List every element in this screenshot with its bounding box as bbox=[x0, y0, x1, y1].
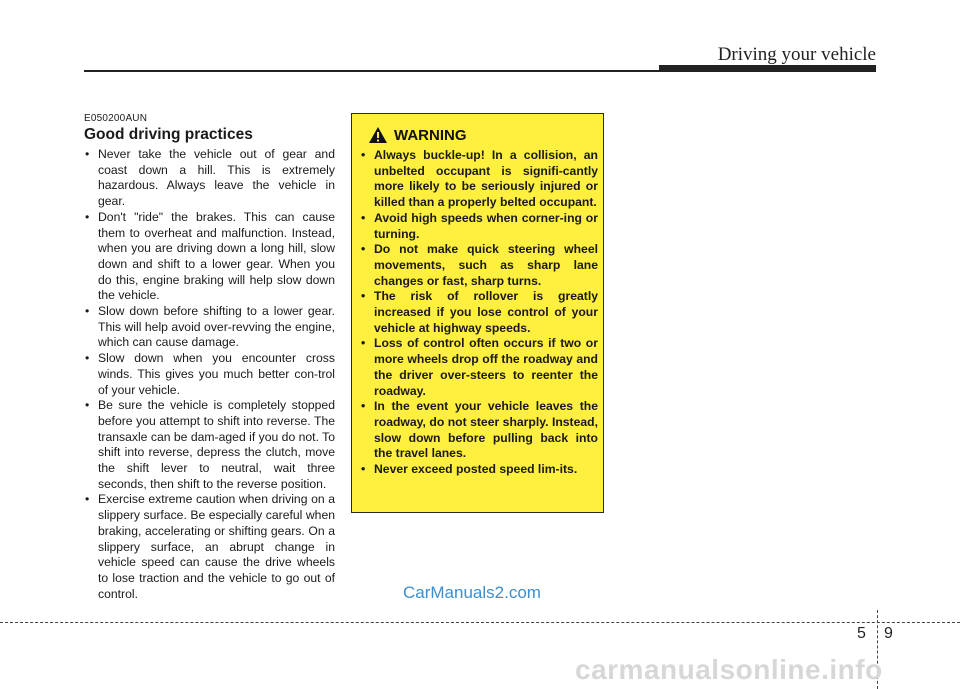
warning-item: • Avoid high speeds when corner-ing or turning. bbox=[360, 211, 598, 242]
warning-item: • In the event your vehicle leaves the roadway, do not steer sharply. Instead, slow down before pulling back into the travel lanes. bbox=[360, 399, 598, 462]
warning-item: • Always buckle-up! In a collision, an unbelted occupant is signifi-cantly more likely to be seriously injured or killed than a properly belted occupant. bbox=[360, 148, 598, 211]
warning-header bbox=[368, 126, 467, 144]
warning-item: • Do not make quick steering wheel movements, such as sharp lane changes or fast, sharp turns. bbox=[360, 242, 598, 289]
warning-item: • Loss of control often occurs if two or more wheels drop off the roadway and the driver over-steers to reenter the roadway. bbox=[360, 336, 598, 399]
header-rule-thin bbox=[84, 70, 659, 72]
section-code: E050200AUN bbox=[84, 113, 148, 124]
section-heading: Good driving practices bbox=[84, 126, 253, 143]
list-item: • Never take the vehicle out of gear and coast down a hill. This is extremely hazardous. Always leave the vehicle in gear. bbox=[84, 147, 335, 210]
warning-triangle-icon bbox=[368, 126, 388, 144]
warning-item: • The risk of rollover is greatly increased if you lose control of your vehicle at highway speeds. bbox=[360, 289, 598, 336]
warning-box bbox=[351, 113, 604, 513]
chapter-number: 5 bbox=[857, 625, 866, 642]
list-item: • Slow down before shifting to a lower gear. This will help avoid over-revving the engine, which can cause damage. bbox=[84, 304, 335, 351]
warning-title: WARNING bbox=[394, 126, 467, 144]
page-header-title: Driving your vehicle bbox=[717, 44, 876, 65]
warning-item: • Never exceed posted speed lim-its. bbox=[360, 462, 598, 478]
driving-practices-list bbox=[84, 147, 335, 602]
list-item: • Don't "ride" the brakes. This can cause them to overheat and malfunction. Instead, when you are driving down a long hill, slow down and shift to a lower gear. When you do this, engine braking will help slow down the vehicle. bbox=[84, 210, 335, 304]
warning-list bbox=[360, 148, 598, 478]
page-number: 9 bbox=[884, 625, 893, 642]
list-item: • Be sure the vehicle is completely stopped before you attempt to shift into reverse. The transaxle can be dam-aged if you do not. To shift into reverse, depress the clutch, move the shift lever to neutral, wait three seconds, then shift to the reverse position. bbox=[84, 398, 335, 492]
footer-divider bbox=[0, 622, 960, 623]
header-rule-thick bbox=[659, 65, 876, 72]
watermark-link[interactable]: CarManuals2.com bbox=[403, 583, 541, 602]
list-item: • Slow down when you encounter cross winds. This gives you much better con-trol of your vehicle. bbox=[84, 351, 335, 398]
footer-watermark: carmanualsonline.info bbox=[575, 654, 883, 685]
list-item: • Exercise extreme caution when driving on a slippery surface. Be especially careful when braking, accelerating or shifting gears. On a slippery surface, an abrupt change in vehicle speed can cause the drive wheels to lose traction and the vehicle to go out of control. bbox=[84, 492, 335, 602]
